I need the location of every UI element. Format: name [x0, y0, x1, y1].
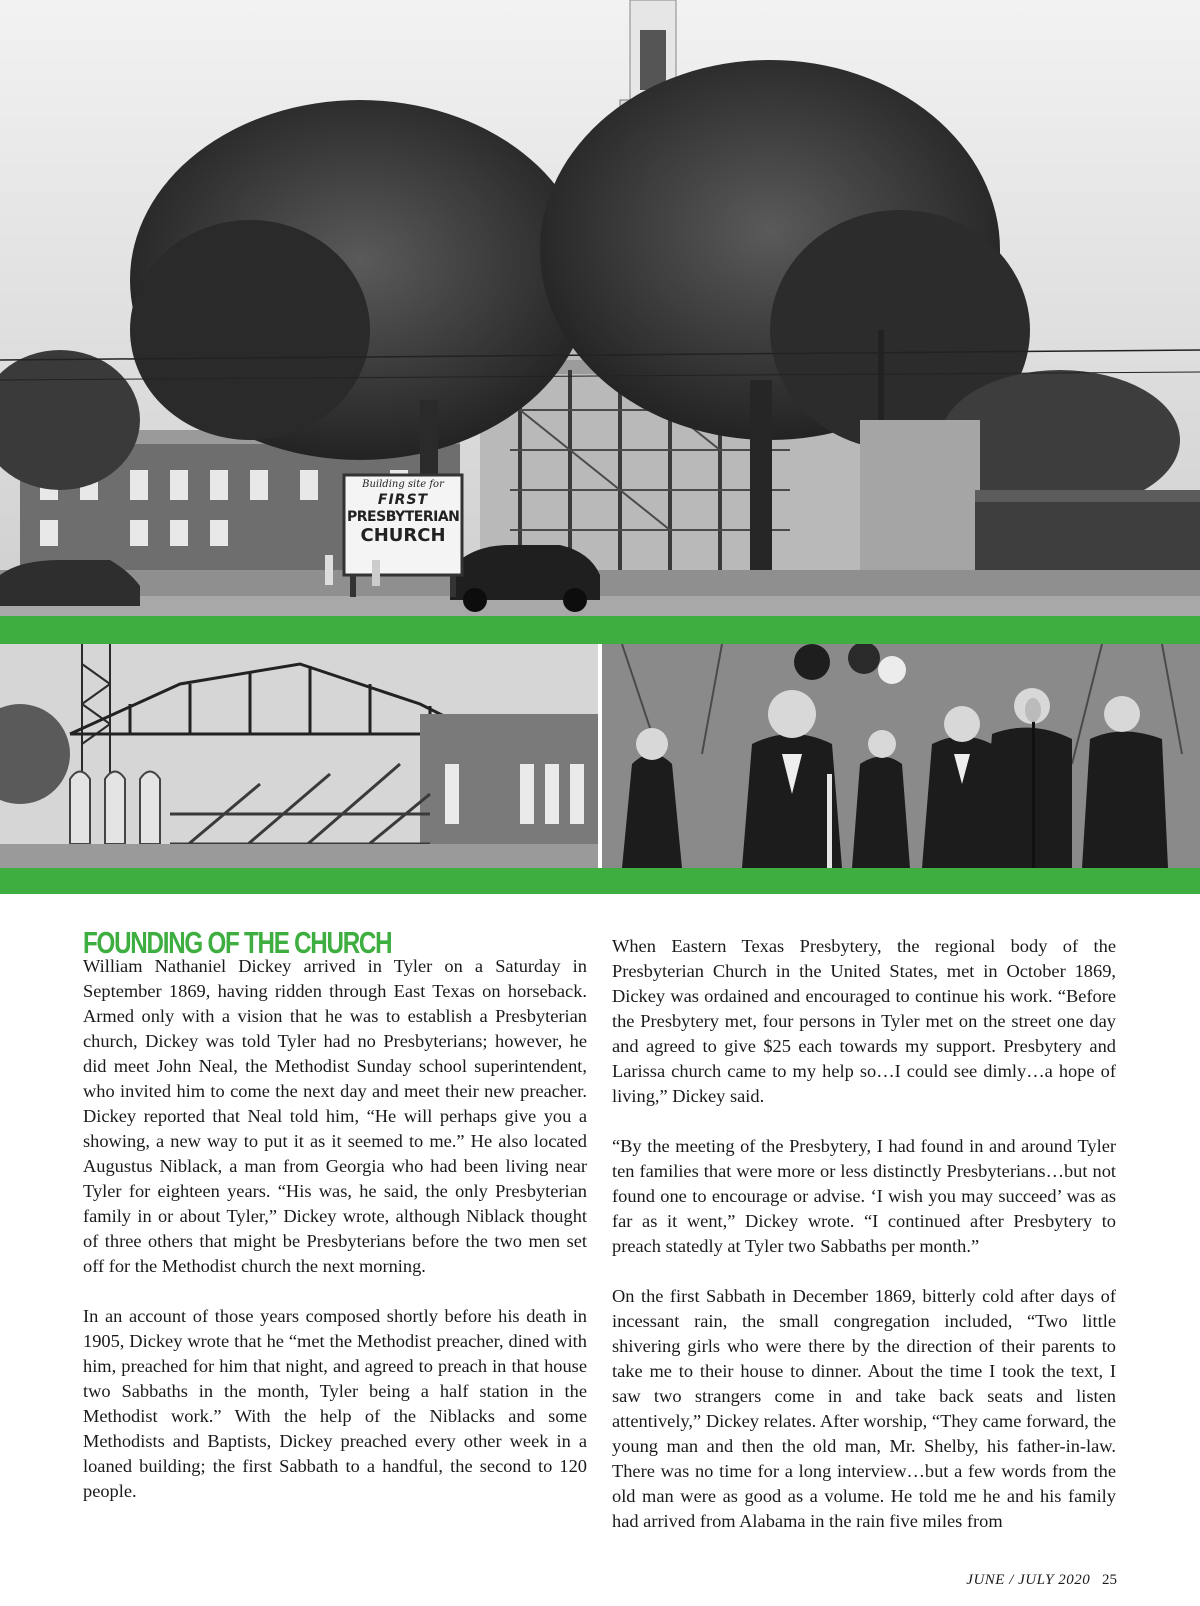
- paragraph: “By the meeting of the Presbytery, I had found in and around Tyler ten families that were more or less distinctly Presbyterians…but not found one to encourage or advise. ‘I wish you may succeed’ was as far as it went,” Dickey wrote. “I continued after Presbytery to preach statedly at Tyler two Sabbaths per month.”: [612, 1136, 1116, 1256]
- paragraph: On the first Sabbath in December 1869, bitterly cold after days of incessant rain, the small congregation included, “Two little shivering girls who were there by the direction of their parents to take me to their house to dinner. About the time I took the text, I saw two strangers come in and take back seats and listen attentively,” Dickey relates. After worship, “They came forward, the young man and then the old man, Mr. Shelby, his father-in-law. There was no time for a long interview…but a few words from the old man were as good as a volume. He told me he and his family had arrived from Alabama in the rain five miles from: [612, 1286, 1116, 1531]
- paragraph: In an account of those years composed shortly before his death in 1905, Dickey wrote that he “met the Methodist preacher, dined with him, preached for him that night, and agreed to preach in that house two Sabbaths in the month, Tyler being a half station in the Methodist work.” With the help of the Niblacks and some Methodists and Baptists, Dickey preached every other week in a loaned building; the first Sabbath to a handful, the second to 120 people.: [83, 1306, 587, 1501]
- paragraph: When Eastern Texas Presbytery, the regional body of the Presbyterian Church in the United States, met in October 1869, Dickey was ordained and encouraged to continue his work. “Before the Presbytery met, four persons in Tyler met on the street one day and agreed to give $25 each towards my support. Presbytery and Larissa church came to my help so…I could see dimly…a hope of living,” Dickey said.: [612, 936, 1116, 1106]
- page-footer: [966, 1572, 1117, 1589]
- section-heading: FOUNDING OF THE CHURCH: [83, 925, 392, 960]
- issue-date: JUNE / JULY 2020: [966, 1572, 1091, 1588]
- article-right-column: [612, 934, 1116, 1534]
- church-construction-photo: [0, 0, 1200, 616]
- ceremony-image: [602, 644, 1200, 868]
- article-left-column: [83, 926, 587, 1504]
- sign-line-church: CHURCH: [360, 525, 446, 546]
- groundbreaking-ceremony-photo: [602, 644, 1200, 868]
- sign-line-first: FIRST: [377, 492, 429, 508]
- steel-frame-construction-photo: [0, 644, 598, 868]
- green-divider-band: [0, 616, 1200, 644]
- sign-line-presbyterian: PRESBYTERIAN: [347, 509, 460, 525]
- paragraph: William Nathaniel Dickey arrived in Tyler on a Saturday in September 1869, having ridden through East Texas on horseback. Armed only with a vision that he was to establish a Presbyterian church, Dickey was told Tyler had no Presbyterians; however, he did meet John Neal, the Methodist Sunday school superintendent, who invited him to come the next day and meet their new preacher. Dickey reported that Neal told him, “He will perhaps give you a showing, a new way to put it as it seemed to me.” He also located Augustus Niblack, a man from Georgia who had been living near Tyler for eighteen years. “His was, he said, the only Presbyterian family in or about Tyler,” Dickey wrote, although Niblack thought of three others that might be Presbyterians before the two men set off for the Methodist church the next morning.: [83, 956, 587, 1276]
- green-divider-band: [0, 868, 1200, 894]
- page-number: 25: [1102, 1572, 1117, 1588]
- building-site-sign: [347, 480, 459, 545]
- church-photo-image: [0, 0, 1200, 616]
- steel-frame-image: [0, 644, 598, 868]
- sign-script-text: Building site for: [362, 479, 444, 490]
